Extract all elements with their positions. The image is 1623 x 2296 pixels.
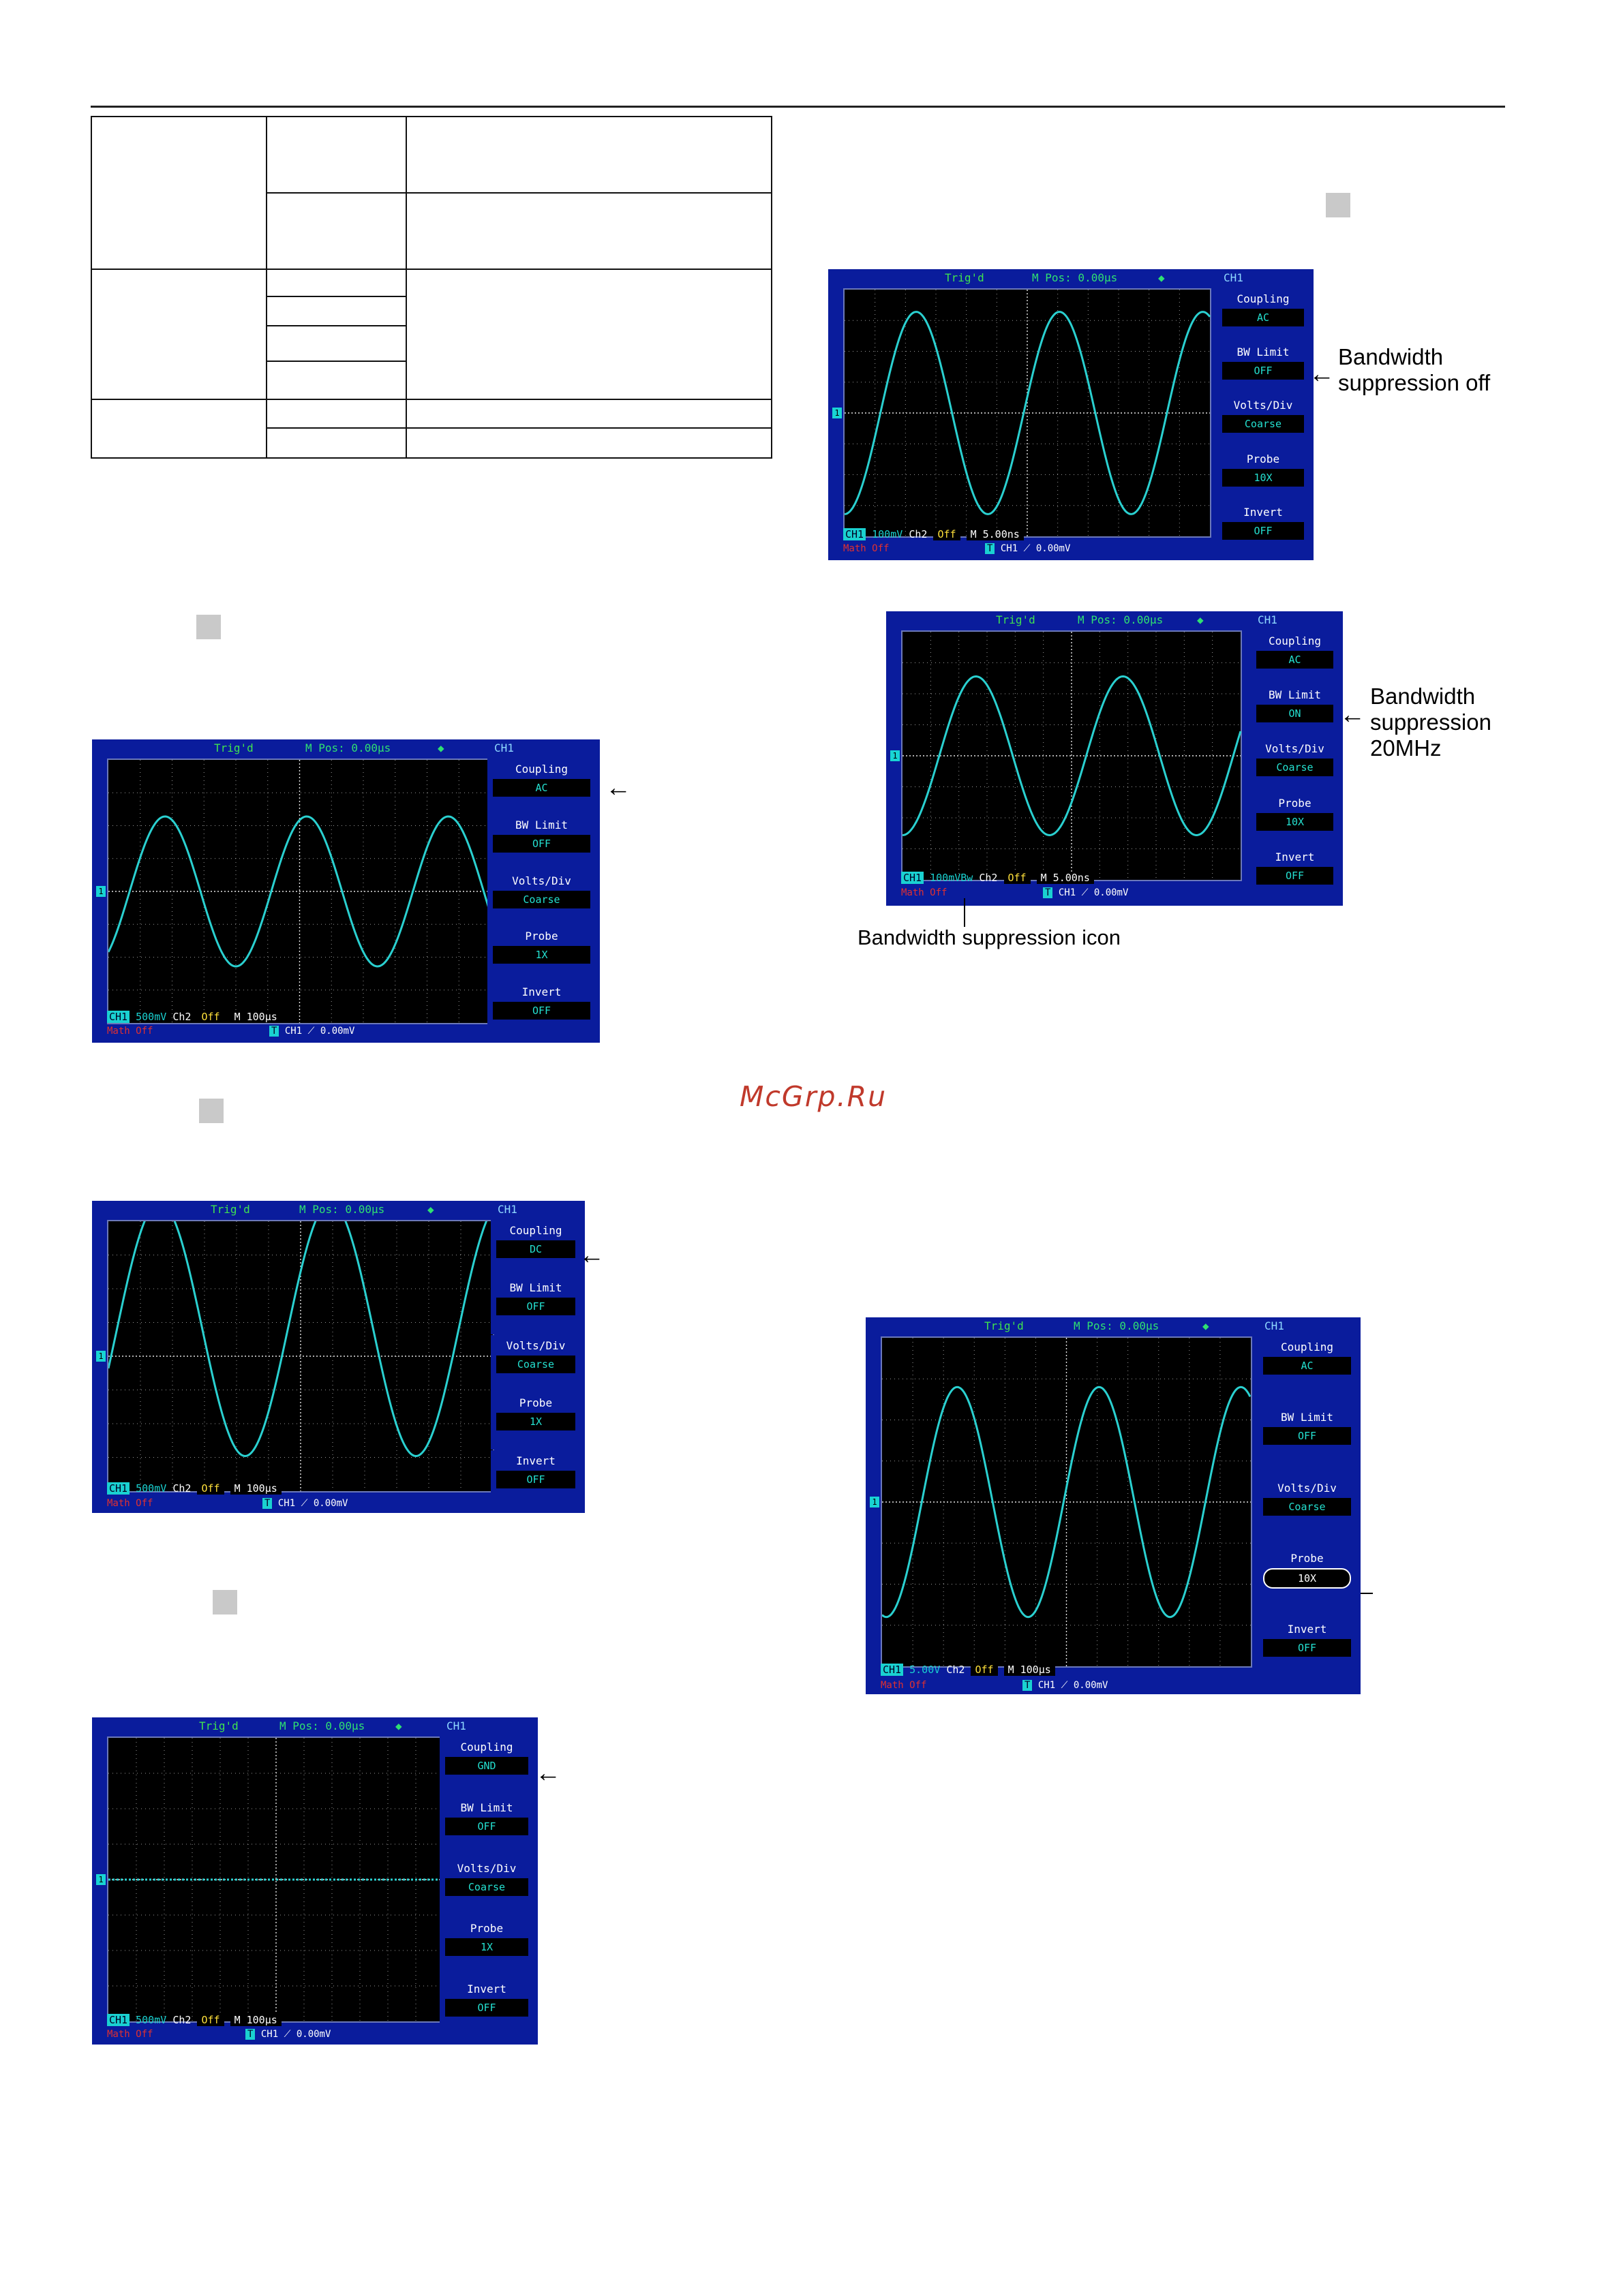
horizontal-position: M Pos: 0.00µs [279,1719,365,1732]
trigger-info [985,543,1070,554]
trigger-info [1022,1680,1108,1691]
menu-value[interactable]: AC [1256,651,1333,669]
pointer-line [964,898,965,927]
trigger-level: 0.00mV [320,1026,355,1037]
math-status: Math Off [107,1026,153,1037]
menu-label: Invert [467,1983,506,1995]
ground-marker-icon: 1 [832,408,842,418]
menu-value[interactable]: OFF [1263,1639,1351,1657]
side-menu [440,1736,534,2039]
section-marker [1326,193,1350,217]
math-status: Math Off [901,887,947,898]
menu-label: BW Limit [1280,1411,1334,1424]
scope-screen-bw-off [828,269,1314,560]
ch1-scale: 100mV [872,528,903,540]
menu-value[interactable]: AC [1222,309,1304,326]
channel-indicator: CH1 [1264,1319,1284,1332]
menu-label: Probe [1246,453,1280,465]
ground-marker-icon: 1 [890,750,900,761]
rising-edge-icon: ⟋ [1055,1680,1074,1691]
ch2-label: Ch2 [172,1011,192,1023]
scope-top-bar [866,1317,1361,1335]
section-marker [196,615,221,639]
ch1-label: CH1 [901,872,924,884]
status-bar [107,2014,282,2026]
ch2-status: Off [197,1011,224,1023]
menu-item-coupling[interactable] [1251,630,1339,684]
menu-value[interactable]: OFF [493,1002,590,1020]
scope-screen-dc-coupling [92,1201,585,1513]
trigger-status: Trig'd [945,271,984,284]
menu-value[interactable]: Coarse [445,1878,528,1896]
menu-item-coupling[interactable] [1217,288,1309,341]
trigger-source: CH1 [277,1498,296,1509]
menu-item-invert[interactable] [1258,1619,1356,1689]
waveform-display [843,288,1211,538]
menu-value[interactable]: ON [1256,705,1333,722]
menu-item-bw-limit[interactable] [1258,1407,1356,1477]
menu-item-probe[interactable] [491,1392,581,1450]
menu-label: Coupling [1268,634,1322,647]
menu-item-probe[interactable] [440,1918,534,1978]
menu-label: Volts/Div [1277,1482,1337,1495]
menu-item-volts-div[interactable] [1217,395,1309,448]
menu-value[interactable]: OFF [493,835,590,853]
timebase: M 100µs [230,2014,282,2026]
trigger-level: 0.00mV [1093,887,1129,898]
menu-value[interactable]: OFF [496,1471,575,1488]
ch1-scale: 500mV [136,1011,167,1023]
trigger-status: Trig'd [199,1719,239,1732]
menu-label: BW Limit [1268,688,1322,701]
trigger-icon: T [269,1026,279,1037]
trigger-source: CH1 [260,2029,279,2040]
menu-item-bw-limit[interactable] [1217,341,1309,395]
menu-value[interactable]: OFF [445,1999,528,2017]
scope-screen-bw-20mhz [886,611,1343,906]
scope-top-bar [92,1717,538,1735]
menu-item-probe[interactable] [1258,1548,1356,1618]
usb-icon: ◆ [1158,271,1165,284]
status-bar [107,1482,282,1495]
menu-value[interactable]: Coarse [1222,415,1304,433]
menu-item-invert[interactable] [487,981,596,1037]
empty-table [91,116,772,459]
ground-marker-icon: 1 [96,886,106,897]
menu-item-invert[interactable] [491,1450,581,1507]
waveform-display [881,1336,1252,1668]
scope-top-bar [92,739,600,757]
arrow-icon: ← [579,1241,605,1270]
trigger-level: 0.00mV [1035,543,1071,554]
menu-item-probe[interactable] [1217,448,1309,502]
rising-edge-icon: ⟋ [302,1026,320,1037]
waveform-display [107,1220,494,1493]
trigger-info [1043,887,1128,898]
menu-item-volts-div[interactable] [440,1858,534,1918]
menu-value[interactable]: 10X [1256,813,1333,831]
channel-indicator: CH1 [498,1203,517,1216]
menu-label: Probe [470,1922,504,1935]
menu-value[interactable]: OFF [445,1818,528,1835]
menu-label: Probe [1278,797,1311,810]
usb-icon: ◆ [1202,1319,1209,1332]
math-status: Math Off [843,543,890,554]
rising-edge-icon: ⟋ [295,1498,314,1509]
menu-label: Volts/Div [512,874,571,887]
callout-bw-icon: Bandwidth suppression icon [858,925,1121,949]
menu-value[interactable]: 1X [445,1938,528,1956]
horizontal-position: M Pos: 0.00µs [1032,271,1118,284]
side-menu [1217,288,1309,555]
menu-value[interactable]: OFF [1263,1427,1351,1445]
side-menu [487,759,596,1037]
menu-label: Volts/Div [457,1862,517,1875]
menu-value[interactable]: 1X [493,946,590,964]
menu-item-volts-div[interactable] [1251,738,1339,792]
menu-label: BW Limit [515,818,568,831]
menu-label: BW Limit [1237,346,1290,358]
ch1-label: CH1 [881,1664,903,1676]
scope-screen-ac-coupling [92,739,600,1043]
waveform-display [107,759,492,1024]
callout-bw-off: Bandwidth suppression off [1338,344,1491,395]
menu-item-volts-div[interactable] [491,1335,581,1392]
menu-label: Coupling [1280,1341,1334,1353]
side-menu [1258,1336,1356,1689]
trigger-source: CH1 [1037,1680,1056,1691]
menu-label: Invert [1287,1623,1327,1636]
menu-label: Invert [1275,851,1315,863]
menu-value[interactable]: OFF [496,1298,575,1315]
menu-item-bw-limit[interactable] [440,1797,534,1858]
trigger-icon: T [985,543,995,554]
math-status: Math Off [107,1498,153,1509]
scope-top-bar [92,1201,585,1219]
menu-value[interactable]: Coarse [1256,759,1333,776]
timebase: M 100µs [230,1011,282,1023]
watermark: McGrp.Ru [740,1080,888,1113]
ch2-status: Off [1004,872,1031,884]
menu-item-invert[interactable] [440,1978,534,2039]
menu-item-bw-limit[interactable] [1251,684,1339,738]
channel-indicator: CH1 [446,1719,466,1732]
menu-item-volts-div[interactable] [1258,1478,1356,1548]
ch1-label: CH1 [107,2014,130,2026]
callout-bw-20mhz: Bandwidth suppression 20MHz [1370,684,1491,761]
ch1-label: CH1 [107,1011,130,1023]
menu-item-probe[interactable] [1251,793,1339,846]
channel-indicator: CH1 [494,741,514,754]
ch2-label: Ch2 [946,1664,965,1676]
menu-value[interactable]: GND [445,1757,528,1775]
scope-top-bar [886,611,1343,629]
header-rule [91,106,1505,108]
ch1-scale: 5.00V [909,1664,941,1676]
menu-item-invert[interactable] [1217,502,1309,555]
menu-label: Volts/Div [506,1339,566,1352]
menu-item-coupling[interactable] [440,1736,534,1797]
side-menu [491,1220,581,1507]
menu-value[interactable]: Coarse [493,891,590,908]
trigger-status: Trig'd [211,1203,250,1216]
math-status: Math Off [881,1680,927,1691]
menu-item-volts-div[interactable] [487,870,596,926]
section-marker [199,1099,224,1123]
menu-value[interactable]: AC [1263,1357,1351,1375]
trigger-source: CH1 [1058,887,1076,898]
usb-icon: ◆ [438,741,444,754]
menu-label: BW Limit [460,1801,513,1814]
trigger-icon: T [1022,1680,1032,1691]
ch2-label: Ch2 [909,528,928,540]
menu-label: Probe [525,930,558,943]
waveform-display [107,1736,445,2023]
status-bar [881,1664,1055,1676]
menu-label: Volts/Div [1265,742,1324,755]
arrow-icon: ← [1309,360,1335,388]
menu-value[interactable]: Coarse [496,1356,575,1373]
timebase: M 5.00ns [1037,872,1094,884]
menu-label: Invert [516,1454,556,1467]
menu-item-invert[interactable] [1251,846,1339,900]
ch1-label: CH1 [107,1482,130,1495]
ch2-status: Off [197,2014,224,2026]
menu-value[interactable]: 10X [1222,469,1304,487]
menu-value[interactable]: OFF [1222,522,1304,540]
menu-item-probe[interactable] [487,925,596,981]
usb-icon: ◆ [427,1203,434,1216]
timebase: M 5.00ns [967,528,1024,540]
ch1-label: CH1 [843,528,866,540]
math-status: Math Off [107,2029,153,2040]
pointer-line [1361,1593,1373,1594]
menu-label: Coupling [509,1224,562,1237]
timebase: M 100µs [230,1482,282,1495]
ch2-label: Ch2 [172,1482,192,1495]
scope-screen-gnd-coupling [92,1717,538,2045]
trigger-info [262,1498,348,1509]
menu-label: BW Limit [509,1281,562,1294]
ch1-scale: 100mVBw [930,872,973,884]
ch2-status: Off [971,1664,997,1676]
side-menu [1251,630,1339,900]
timebase: M 100µs [1004,1664,1055,1676]
trigger-level: 0.00mV [313,1498,348,1509]
waveform-display [901,630,1242,881]
menu-label: Volts/Div [1233,399,1293,412]
menu-label: Probe [519,1396,553,1409]
arrow-icon: ← [605,774,631,802]
usb-icon: ◆ [395,1719,402,1732]
arrow-icon: ← [535,1759,561,1788]
menu-label: Probe [1290,1552,1324,1565]
menu-label: Coupling [460,1741,513,1754]
ch1-scale: 500mV [136,2014,167,2026]
status-bar [901,872,1094,884]
rising-edge-icon: ⟋ [278,2029,297,2040]
menu-item-bw-limit[interactable] [487,814,596,870]
trigger-icon: T [1043,887,1052,898]
ch2-label: Ch2 [172,2014,192,2026]
trigger-status: Trig'd [984,1319,1024,1332]
section-marker [213,1590,237,1614]
horizontal-position: M Pos: 0.00µs [299,1203,385,1216]
menu-value[interactable]: OFF [1256,867,1333,885]
trigger-source: CH1 [1000,543,1018,554]
menu-item-bw-limit[interactable] [491,1277,581,1334]
ground-marker-icon: 1 [96,1874,106,1885]
status-bar [843,528,1024,540]
menu-value[interactable]: 10X [1263,1568,1351,1589]
trigger-status: Trig'd [996,613,1035,626]
channel-indicator: CH1 [1258,613,1277,626]
menu-value[interactable]: Coarse [1263,1498,1351,1516]
channel-indicator: CH1 [1224,271,1243,284]
ground-marker-icon: 1 [870,1497,879,1507]
menu-label: Invert [1243,506,1283,519]
scope-top-bar [828,269,1314,287]
menu-item-coupling[interactable] [487,759,596,814]
status-bar [107,1011,282,1023]
menu-item-coupling[interactable] [491,1220,581,1277]
ch2-label: Ch2 [979,872,998,884]
menu-value[interactable]: 1X [496,1413,575,1430]
scope-screen-probe-10x [866,1317,1361,1694]
menu-label: Coupling [515,763,568,776]
usb-icon: ◆ [1197,613,1204,626]
rising-edge-icon: ⟋ [1018,543,1036,554]
ch1-scale: 500mV [136,1482,167,1495]
horizontal-position: M Pos: 0.00µs [1078,613,1164,626]
menu-value[interactable]: DC [496,1240,575,1258]
menu-value[interactable]: OFF [1222,362,1304,380]
trigger-source: CH1 [284,1026,303,1037]
trigger-info [245,2029,331,2040]
rising-edge-icon: ⟋ [1076,887,1094,898]
trigger-level: 0.00mV [296,2029,331,2040]
ch2-status: Off [933,528,960,540]
ground-marker-icon: 1 [96,1351,106,1362]
trigger-icon: T [262,1498,272,1509]
horizontal-position: M Pos: 0.00µs [305,741,391,754]
menu-item-coupling[interactable] [1258,1336,1356,1407]
menu-label: Coupling [1237,292,1290,305]
trigger-icon: T [245,2029,255,2040]
trigger-status: Trig'd [214,741,254,754]
horizontal-position: M Pos: 0.00µs [1074,1319,1159,1332]
menu-value[interactable]: AC [493,779,590,797]
trigger-info [269,1026,354,1037]
ch2-status: Off [197,1482,224,1495]
trigger-level: 0.00mV [1073,1680,1108,1691]
menu-label: Invert [521,985,562,998]
arrow-icon: ← [1339,701,1365,729]
